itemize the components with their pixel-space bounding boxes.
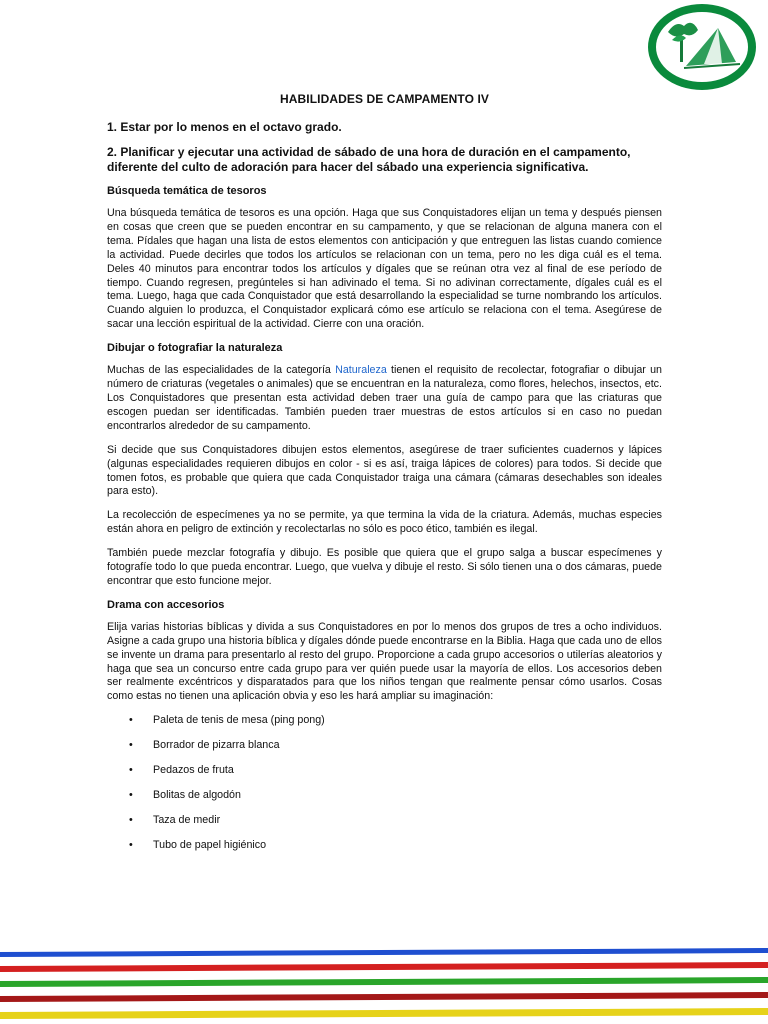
stripe-green	[0, 977, 768, 987]
requirement-2: 2. Planificar y ejecutar una actividad de sábado de una hora de duración en el campamento, diferente del culto de adoración para hacer del sábado una experiencia significativa.	[107, 145, 631, 174]
bullet-icon: •	[129, 764, 133, 777]
bullet-icon: •	[129, 839, 133, 852]
list-item-text: Tubo de papel higiénico	[153, 839, 267, 852]
list-item	[107, 714, 662, 727]
bullet-icon: •	[129, 739, 133, 752]
paragraph: Si decide que sus Conquistadores dibujen estos elementos, asegúrese de traer suficientes cuadernos y lápices (algunas especialidades requieren dibujos en color - si es así, traiga lápices de colores) para todos. Si decide que tomen fotos, es probable que quiera que cada Conquistador traiga una cámara (cámaras desechables son ideales para esto).	[107, 443, 662, 498]
camp-tent-badge-icon	[646, 2, 758, 92]
section-heading-props-drama: Drama con accesorios	[107, 598, 225, 611]
list-item-text: Taza de medir	[153, 814, 221, 827]
stripe-yellow	[0, 1008, 768, 1019]
bullet-icon: •	[129, 714, 133, 727]
naturaleza-link[interactable]: Naturaleza	[335, 364, 387, 377]
stripe-red	[0, 962, 768, 972]
section-heading-treasure-hunt: Búsqueda temática de tesoros	[107, 185, 267, 197]
list-item-text: Pedazos de fruta	[153, 764, 234, 777]
document-body	[107, 92, 662, 864]
footer-color-stripes	[0, 940, 768, 1024]
stripe-dark-red	[0, 992, 768, 1002]
paragraph: Una búsqueda temática de tesoros es una opción. Haga que sus Conquistadores elijan un tema y después piensen en cosas que creen que se pueden encontrar en su campamento, y que se relacionan de alguna manera con el tema. Pídales que hagan una lista de estos elementos con anticipación y que entreguen las listas cuando comience la actividad. Puede decirles que todos los artículos se relacionan con un tema, pero no les diga cuál es el tema. Deles 40 minutos para encontrar todos los artículos y dígales que se reúnan otra vez al final de ese período de tiempo. Cuando regresen, pregúnteles si han adivinado el tema. Si no adivinan correctamente, dígales cuál es el tema. Luego, haga que cada Conquistador que está desarrollando la especialidad se turne nombrando los artículos. Cuando alguien lo produzca, el Conquistador explicará cómo ese artículo se relaciona con el tema. Asegúrese de sacar una lección espiritual de la actividad. Cierre con una oración.	[107, 207, 662, 331]
paragraph: Elija varias historias bíblicas y divida a sus Conquistadores en por lo menos dos grupos de tres a ocho individuos. Asigne a cada grupo una historia bíblica y dígales dónde puede encontrarse en la Biblia. Haga que cada uno de ellos se invente un drama para presentarlo al resto del grupo. Proporcione a cada grupo accesorios o utilerías aleatorios y haga que sea un concurso entre cada grupo para ver quién puede usar la mayoría de ellos. Los accesorios deben ser realmente excéntricos y disparatados para que los niños tengan que realmente pensar cómo usarlos. Cosas como estas no tienen una aplicación obvia y eso les hará ampliar su imaginación:	[107, 620, 662, 703]
list-item-text: Bolitas de algodón	[153, 789, 241, 802]
paragraph	[107, 364, 662, 434]
bullet-icon: •	[129, 814, 133, 827]
list-item-text: Paleta de tenis de mesa (ping pong)	[153, 714, 325, 727]
list-item	[107, 789, 662, 802]
list-item-text: Borrador de pizarra blanca	[153, 739, 280, 752]
paragraph-text: tienen el requisito de recolectar, fotografiar o dibujar un número de criaturas (vegetales o animales) que se encuentran en la naturaleza, como flores, helechos, insectos, etc. Los Conquistadores que presentan esta actividad deben traer una guía de campo para que las criaturas que escogen puedan ser identificadas. También pueden traer muestras de estos artículos si en caso no puedan encontrarlos alrededor de su campamento.	[107, 364, 662, 432]
list-item	[107, 814, 662, 827]
paragraph: La recolección de especímenes ya no se permite, ya que termina la vida de la criatura. Además, muchas especies están ahora en peligro de extinción y recolectarlas no sólo es poco ético, también es ilegal.	[107, 509, 662, 536]
list-item	[107, 839, 662, 852]
paragraph: También puede mezclar fotografía y dibujo. Es posible que quiera que el grupo salga a buscar especímenes y fotografíe todo lo que pueda encontrar. Luego, que vuelva y dibuje el resto. Si sólo tienen una o dos cámaras, puede encontrar que esto funcione mejor.	[107, 547, 662, 587]
list-item	[107, 739, 662, 752]
props-list	[107, 714, 662, 852]
document-title: HABILIDADES DE CAMPAMENTO IV	[279, 92, 490, 106]
list-item	[107, 764, 662, 777]
requirement-1: 1. Estar por lo menos en el octavo grado.	[107, 120, 342, 134]
stripe-blue	[0, 948, 768, 957]
section-heading-nature-drawing: Dibujar o fotografiar la naturaleza	[107, 342, 283, 355]
bullet-icon: •	[129, 789, 133, 802]
paragraph-text: Muchas de las especialidades de la categoría	[107, 364, 336, 377]
